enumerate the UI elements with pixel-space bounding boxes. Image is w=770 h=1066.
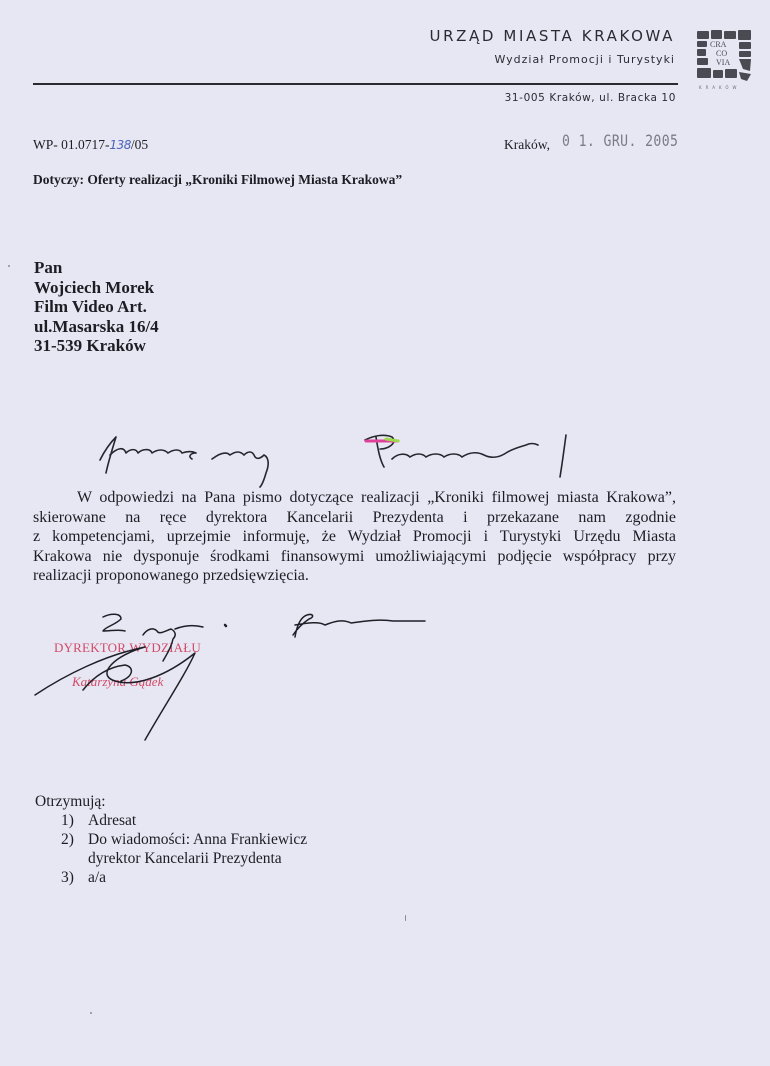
- recipient-street: ul.Masarska 16/4: [34, 316, 159, 336]
- stamp-name: Katarzyna Gądek: [72, 674, 164, 689]
- body-paragraph: [33, 488, 676, 586]
- cracovia-logo: [695, 29, 755, 91]
- recipient-item-number: 2): [61, 831, 74, 848]
- body-line: W odpowiedzi na Pana pismo dotyczące realizacji „Kroniki filmowej miasta Krakowa”,: [77, 489, 676, 506]
- recipient-item-line: Do wiadomości: Anna Frankiewicz: [88, 831, 308, 848]
- body-line: z kompetencjami, uprzejmie informuję, że Wydział Promocji i Turystyki Urzędu Miasta: [33, 528, 676, 546]
- body-line: realizacji proponowanego przedsięwzięcia.: [33, 567, 309, 585]
- recipient-item-text: Adresat: [88, 812, 137, 829]
- stamp-title: DYREKTOR WYDZIAŁU: [54, 640, 201, 655]
- date-label: Kraków,: [504, 137, 550, 152]
- letterhead-office-name: URZĄD MIASTA KRAKOWA: [429, 27, 675, 45]
- recipient-item: [61, 868, 307, 887]
- paper-speck: [8, 265, 10, 267]
- reference-handwritten-number: 138: [109, 138, 131, 152]
- recipient-company: Film Video Art.: [34, 297, 147, 317]
- date-stamp: 0 1. GRU. 2005: [562, 131, 679, 150]
- recipient-name: Wojciech Morek: [34, 277, 155, 297]
- recipient-salutation: Pan: [34, 258, 63, 277]
- recipient-item-number: 1): [61, 812, 74, 829]
- body-line: Krakowa nie dysponuje środkami finansowymi umożliwiającymi podjęcie współpracy przy: [33, 547, 676, 565]
- recipient-item-number: 3): [61, 869, 74, 886]
- body-line: skierowane na ręce dyrektora Kancelarii Prezydenta i przekazane nam zgodnie: [33, 508, 676, 526]
- reference-suffix: /05: [130, 137, 149, 152]
- recipient-item: [61, 830, 307, 868]
- logo-text-via: VIA: [716, 58, 731, 67]
- paper-speck: [405, 915, 406, 921]
- handwritten-signature: [25, 595, 445, 755]
- logo-text-krakow: KRAKÓW: [699, 85, 741, 90]
- reference-number: [33, 137, 148, 153]
- recipient-item-line: dyrektor Kancelarii Prezydenta: [88, 850, 282, 867]
- logo-text-cra: CRA: [710, 40, 727, 49]
- letterhead-divider: [33, 83, 678, 85]
- reference-prefix: WP- 01.0717-: [33, 137, 110, 152]
- recipients-heading: Otrzymują:: [35, 793, 106, 810]
- handwritten-greeting: [80, 415, 580, 490]
- recipient-item: [61, 811, 307, 830]
- recipient-item-text: a/a: [88, 869, 107, 886]
- subject-line: Dotyczy: Oferty realizacji „Kroniki Filmowej Miasta Krakowa”: [33, 172, 403, 187]
- letterhead-address: 31-005 Kraków, ul. Bracka 10: [504, 92, 676, 104]
- recipient-address: [34, 258, 159, 356]
- paper-speck: [90, 1012, 92, 1014]
- logo-text-co: CO: [716, 49, 728, 58]
- letterhead-department: Wydział Promocji i Turystyki: [494, 53, 675, 66]
- recipients-list: [61, 811, 307, 887]
- recipient-city: 31-539 Kraków: [34, 336, 146, 356]
- recipient-item-text: [88, 830, 307, 868]
